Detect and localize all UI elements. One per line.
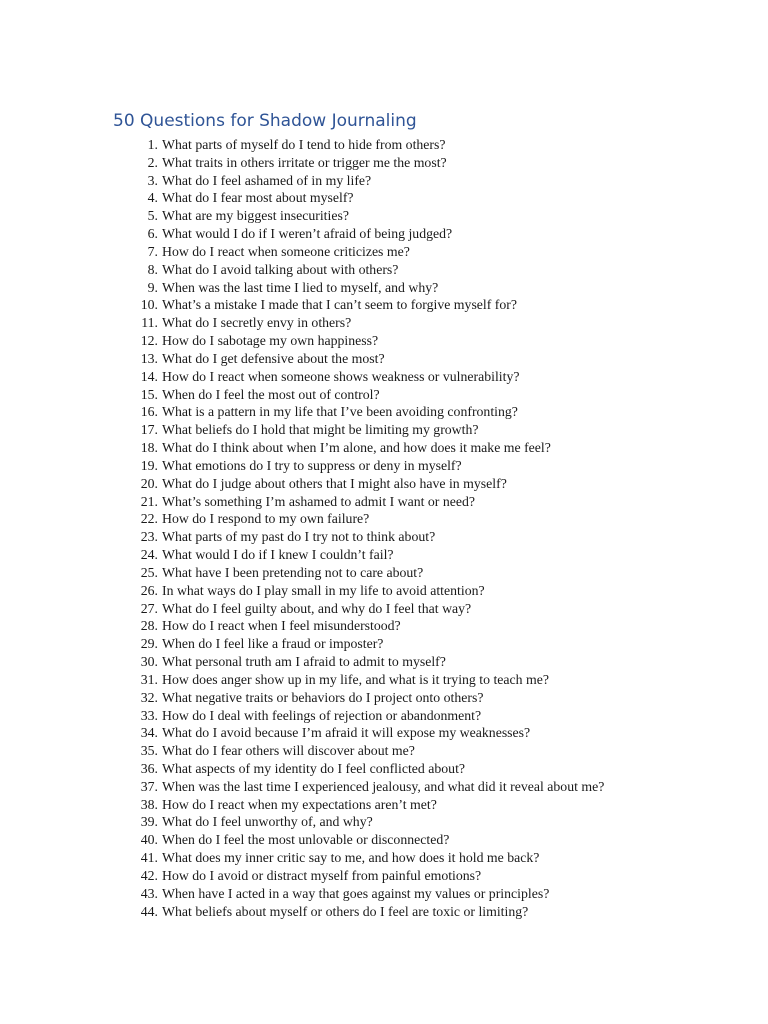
list-item-text: How do I react when someone shows weakness or vulnerability? <box>162 368 520 384</box>
list-item <box>130 796 604 814</box>
list-item-text: What do I avoid talking about with others? <box>162 261 399 277</box>
list-item-number: 11. <box>141 315 158 331</box>
list-item-text: What beliefs about myself or others do I feel are toxic or limiting? <box>162 903 529 919</box>
list-item-text: What do I fear most about myself? <box>162 190 354 206</box>
list-item-text: When do I feel the most out of control? <box>162 386 380 402</box>
list-item-text: What aspects of my identity do I feel conflicted about? <box>162 760 466 776</box>
list-item-number: 26. <box>140 582 158 598</box>
list-item <box>130 136 604 154</box>
list-item-text: What’s a mistake I made that I can’t seem to forgive myself for? <box>162 297 518 313</box>
list-item-number: 39. <box>140 814 158 830</box>
list-item-text: What’s something I’m ashamed to admit I want or need? <box>162 493 476 509</box>
list-item <box>130 421 604 439</box>
list-item-number: 35. <box>140 743 158 759</box>
list-item-text: What do I fear others will discover about me? <box>162 743 415 759</box>
list-item-text: What emotions do I try to suppress or deny in myself? <box>162 457 462 473</box>
list-item-text: How do I avoid or distract myself from painful emotions? <box>162 867 482 883</box>
list-item-text: What do I secretly envy in others? <box>162 315 352 331</box>
list-item-number: 29. <box>140 636 158 652</box>
list-item-number: 15. <box>140 386 158 402</box>
list-item-text: What do I feel ashamed of in my life? <box>162 172 372 188</box>
list-item-number: 23. <box>140 529 158 545</box>
list-item-text: What beliefs do I hold that might be limiting my growth? <box>162 422 479 438</box>
list-item-number: 3. <box>147 172 158 188</box>
list-item-text: How do I react when my expectations aren’t met? <box>162 796 437 812</box>
list-item-number: 22. <box>140 511 158 527</box>
list-item-number: 41. <box>140 850 158 866</box>
list-item-number: 7. <box>147 243 158 259</box>
list-item <box>130 439 604 457</box>
list-item <box>130 510 604 528</box>
list-item-text: How do I respond to my own failure? <box>162 511 370 527</box>
list-item <box>130 849 604 867</box>
list-item-number: 6. <box>147 226 158 242</box>
list-item-number: 12. <box>140 333 158 349</box>
list-item <box>130 386 604 404</box>
list-item <box>130 653 604 671</box>
list-item <box>130 243 604 261</box>
list-item <box>130 867 604 885</box>
list-item-text: How do I deal with feelings of rejection or abandonment? <box>162 707 482 723</box>
list-item <box>130 332 604 350</box>
list-item-number: 37. <box>140 778 158 794</box>
list-item-number: 4. <box>147 190 158 206</box>
list-item-number: 10. <box>140 297 158 313</box>
list-item-number: 31. <box>140 671 158 687</box>
list-item <box>130 314 604 332</box>
list-item <box>130 350 604 368</box>
list-item-text: How does anger show up in my life, and what is it trying to teach me? <box>162 671 549 687</box>
list-item <box>130 528 604 546</box>
list-item-text: When was the last time I lied to myself, and why? <box>162 279 439 295</box>
list-item-text: In what ways do I play small in my life to avoid attention? <box>162 582 485 598</box>
list-item-number: 5. <box>147 208 158 224</box>
list-item <box>130 225 604 243</box>
list-item-text: What parts of myself do I tend to hide from others? <box>162 137 446 152</box>
list-item-number: 17. <box>140 422 158 438</box>
list-item-number: 36. <box>140 760 158 776</box>
list-item-number: 14. <box>140 368 158 384</box>
list-item-number: 9. <box>147 279 158 295</box>
list-item-number: 32. <box>140 689 158 705</box>
list-item <box>130 296 604 314</box>
list-item <box>130 707 604 725</box>
list-item-text: What parts of my past do I try not to think about? <box>162 529 436 545</box>
list-item <box>130 493 604 511</box>
list-item-number: 24. <box>140 547 158 563</box>
list-item <box>130 207 604 225</box>
list-item-number: 40. <box>140 832 158 848</box>
list-item-text: What would I do if I knew I couldn’t fail? <box>162 547 394 563</box>
list-item-text: What do I get defensive about the most? <box>162 350 385 366</box>
list-item-number: 16. <box>140 404 158 420</box>
list-item-number: 43. <box>140 885 158 901</box>
list-item <box>130 813 604 831</box>
page-title: 50 Questions for Shadow Journaling <box>113 111 417 131</box>
list-item-text: What personal truth am I afraid to admit to myself? <box>162 654 446 670</box>
list-item-text: What negative traits or behaviors do I project onto others? <box>162 689 484 705</box>
list-item-text: What do I judge about others that I might also have in myself? <box>162 475 507 491</box>
list-item <box>130 724 604 742</box>
list-item <box>130 261 604 279</box>
list-item <box>130 154 604 172</box>
list-item-text: What are my biggest insecurities? <box>162 208 349 224</box>
list-item <box>130 760 604 778</box>
list-item-text: What traits in others irritate or trigger me the most? <box>162 154 447 170</box>
list-item-number: 20. <box>140 475 158 491</box>
list-item-number: 34. <box>140 725 158 741</box>
list-item-number: 33. <box>140 707 158 723</box>
list-item <box>130 172 604 190</box>
list-item <box>130 457 604 475</box>
list-item <box>130 742 604 760</box>
list-item <box>130 546 604 564</box>
list-item <box>130 403 604 421</box>
list-item-text: What do I avoid because I’m afraid it will expose my weaknesses? <box>162 725 531 741</box>
list-item-text: How do I sabotage my own happiness? <box>162 333 379 349</box>
list-item-text: What is a pattern in my life that I’ve been avoiding confronting? <box>162 404 518 420</box>
list-item-number: 13. <box>140 350 158 366</box>
list-item-number: 8. <box>147 261 158 277</box>
list-item-number: 42. <box>140 867 158 883</box>
list-item-text: What do I feel unworthy of, and why? <box>162 814 373 830</box>
list-item-text: What would I do if I weren’t afraid of being judged? <box>162 226 453 242</box>
list-item <box>130 671 604 689</box>
list-item <box>130 600 604 618</box>
list-item-text: When was the last time I experienced jealousy, and what did it reveal about me? <box>162 778 605 794</box>
list-item <box>130 778 604 796</box>
list-item-number: 38. <box>140 796 158 812</box>
list-item-text: What do I think about when I’m alone, and how does it make me feel? <box>162 440 551 456</box>
list-item-text: When do I feel the most unlovable or disconnected? <box>162 832 450 848</box>
list-item-text: What do I feel guilty about, and why do I feel that way? <box>162 600 472 616</box>
list-item-number: 30. <box>140 654 158 670</box>
list-item <box>130 189 604 207</box>
list-item <box>130 831 604 849</box>
list-item-number: 25. <box>140 564 158 580</box>
list-item <box>130 885 604 903</box>
list-item-number: 1. <box>147 137 158 152</box>
list-item-number: 44. <box>140 903 158 919</box>
list-item <box>130 475 604 493</box>
list-item <box>130 279 604 297</box>
list-item <box>130 368 604 386</box>
list-item-text: When have I acted in a way that goes against my values or principles? <box>162 885 550 901</box>
list-item-text: What does my inner critic say to me, and how does it hold me back? <box>162 850 540 866</box>
list-item-text: When do I feel like a fraud or imposter? <box>162 636 384 652</box>
list-item <box>130 635 604 653</box>
list-item-number: 21. <box>140 493 158 509</box>
list-item <box>130 582 604 600</box>
list-item-text: What have I been pretending not to care about? <box>162 564 424 580</box>
list-item <box>130 564 604 582</box>
list-item-text: How do I react when someone criticizes me? <box>162 243 410 259</box>
list-item-number: 2. <box>147 154 158 170</box>
list-item <box>130 903 604 921</box>
list-item-number: 27. <box>140 600 158 616</box>
list-item <box>130 617 604 635</box>
list-item-number: 18. <box>140 440 158 456</box>
list-item <box>130 689 604 707</box>
list-item-number: 19. <box>140 457 158 473</box>
question-list <box>130 136 604 920</box>
list-item-number: 28. <box>140 618 158 634</box>
list-item-text: How do I react when I feel misunderstood? <box>162 618 401 634</box>
